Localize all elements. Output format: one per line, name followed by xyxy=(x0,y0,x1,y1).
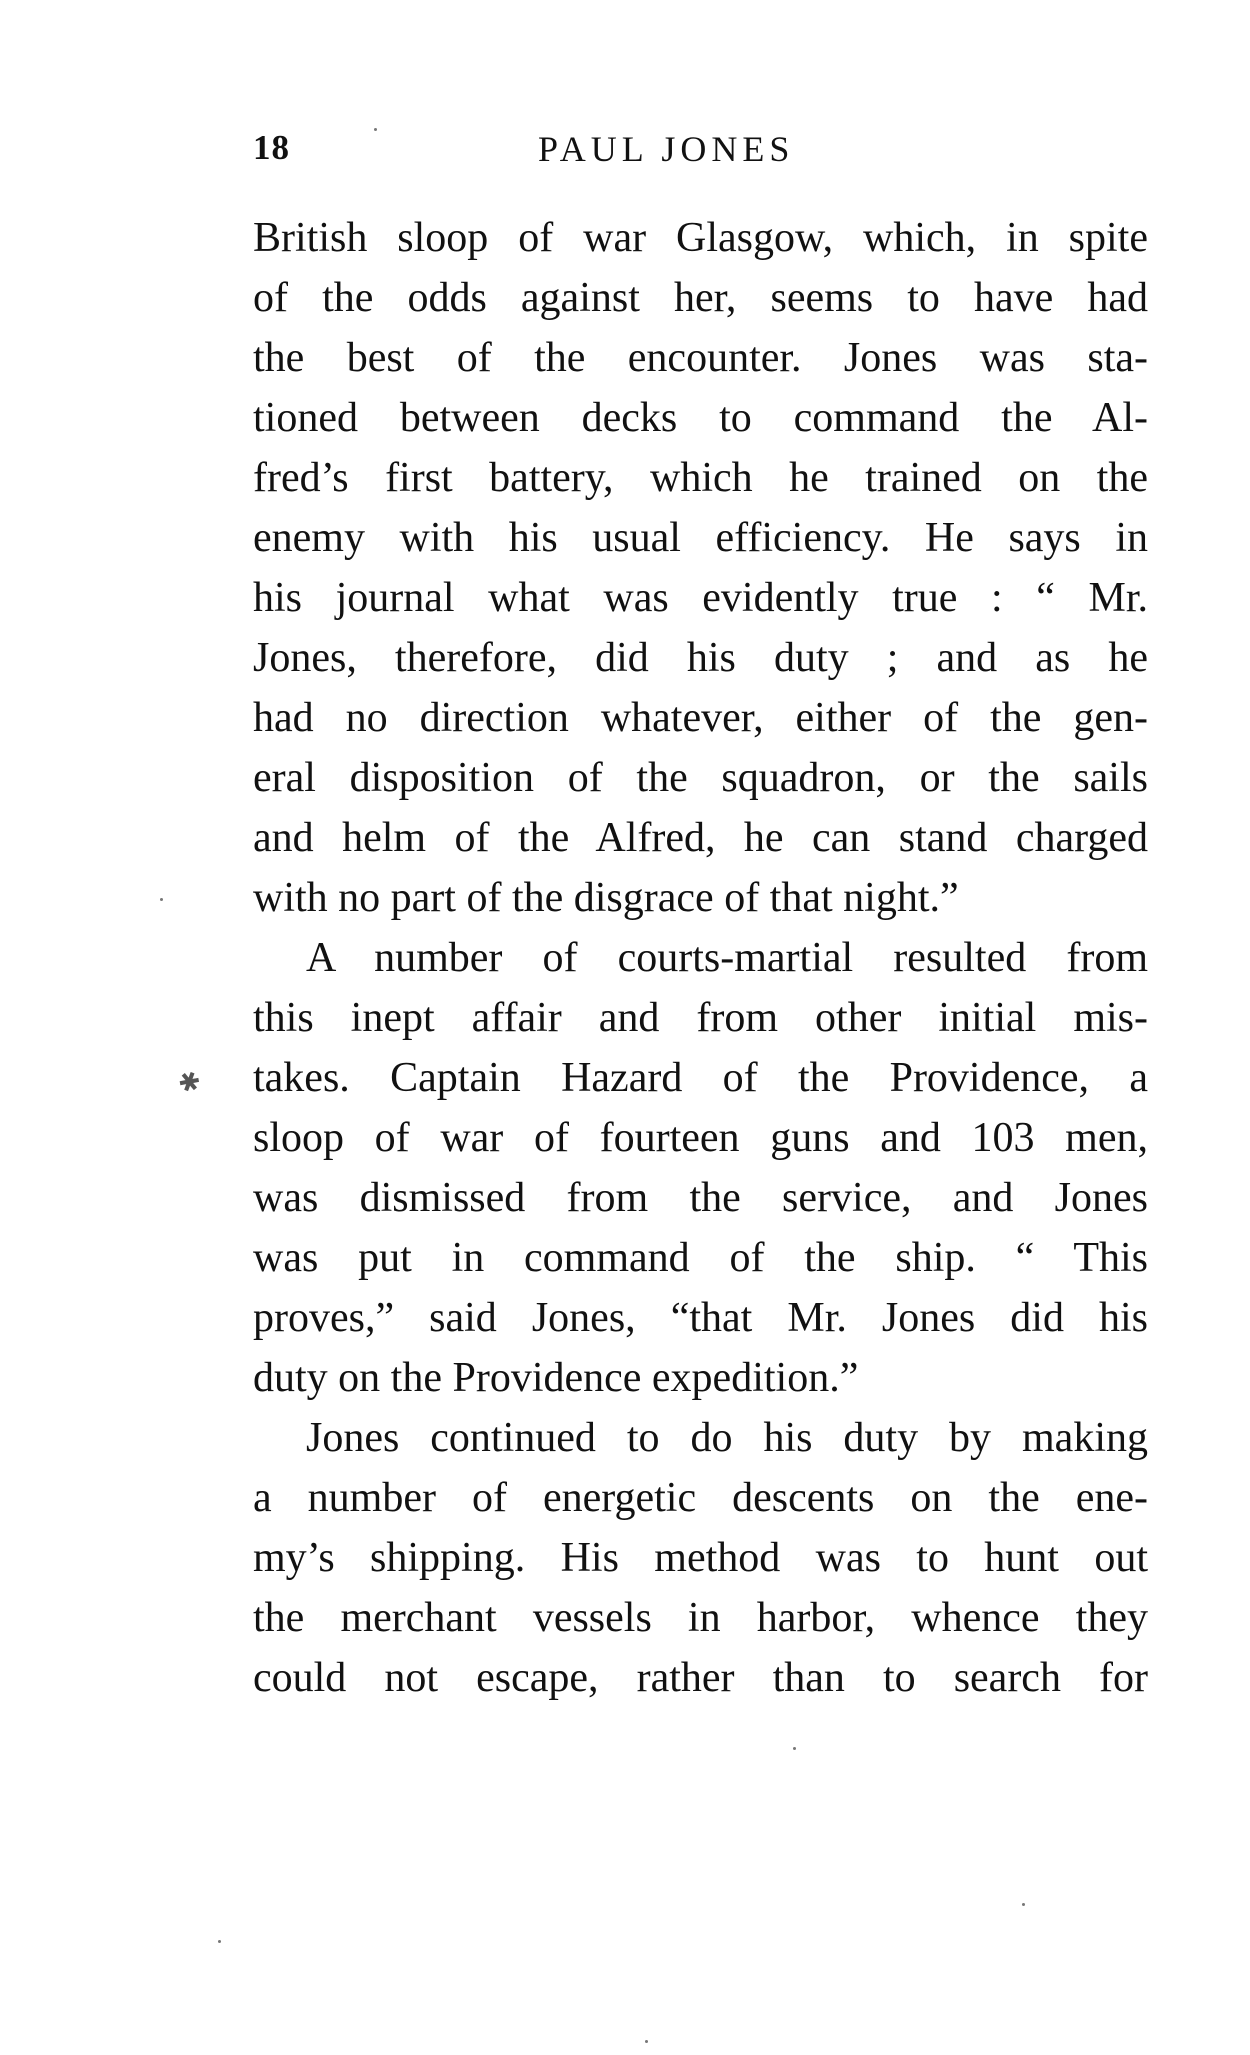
paper-speck xyxy=(1022,1903,1025,1906)
text-line: duty on the Providence expedition.” xyxy=(253,1355,859,1401)
text-line: the best of the encounter. Jones was sta- xyxy=(253,335,1148,381)
margin-blemish-icon: ✱ xyxy=(173,1065,205,1100)
page-number: 18 xyxy=(253,128,290,167)
text-line: his journal what was evidently true : “ Mr. xyxy=(253,575,1148,621)
running-title: PAUL JONES xyxy=(538,129,795,169)
body-text xyxy=(253,208,1148,1708)
paper-speck xyxy=(374,128,377,131)
paper-speck xyxy=(218,1940,221,1943)
paper-speck xyxy=(793,1747,796,1750)
text-line: fred’s first battery, which he trained on the xyxy=(253,455,1148,501)
text-line: A number of courts-martial resulted from xyxy=(306,935,1148,981)
text-line: proves,” said Jones, “that Mr. Jones did his xyxy=(253,1295,1148,1341)
text-line: tioned between decks to command the Al- xyxy=(253,395,1148,441)
text-line: my’s shipping. His method was to hunt out xyxy=(253,1535,1148,1581)
text-line: this inept affair and from other initial mis- xyxy=(253,995,1148,1041)
paper-speck xyxy=(160,898,163,901)
text-line: British sloop of war Glasgow, which, in spite xyxy=(253,215,1148,261)
text-line: had no direction whatever, either of the gen- xyxy=(253,695,1148,741)
text-line: was put in command of the ship. “ This xyxy=(253,1235,1148,1281)
text-line: of the odds against her, seems to have had xyxy=(253,275,1148,321)
text-line: with no part of the disgrace of that night.” xyxy=(253,875,959,921)
paper-speck xyxy=(645,2040,648,2043)
text-line: sloop of war of fourteen guns and 103 men, xyxy=(253,1115,1148,1161)
text-line: takes. Captain Hazard of the Providence, a xyxy=(253,1055,1148,1101)
text-line: enemy with his usual efficiency. He says in xyxy=(253,515,1148,561)
running-head xyxy=(253,128,1148,178)
text-line: eral disposition of the squadron, or the sails xyxy=(253,755,1148,801)
text-line: and helm of the Alfred, he can stand charged xyxy=(253,815,1148,861)
text-line: a number of energetic descents on the ene- xyxy=(253,1475,1148,1521)
text-line: was dismissed from the service, and Jones xyxy=(253,1175,1148,1221)
text-line: Jones, therefore, did his duty ; and as he xyxy=(253,635,1148,681)
text-line: could not escape, rather than to search for xyxy=(253,1655,1148,1701)
text-line: Jones continued to do his duty by making xyxy=(306,1415,1148,1461)
text-line: the merchant vessels in harbor, whence they xyxy=(253,1595,1148,1641)
